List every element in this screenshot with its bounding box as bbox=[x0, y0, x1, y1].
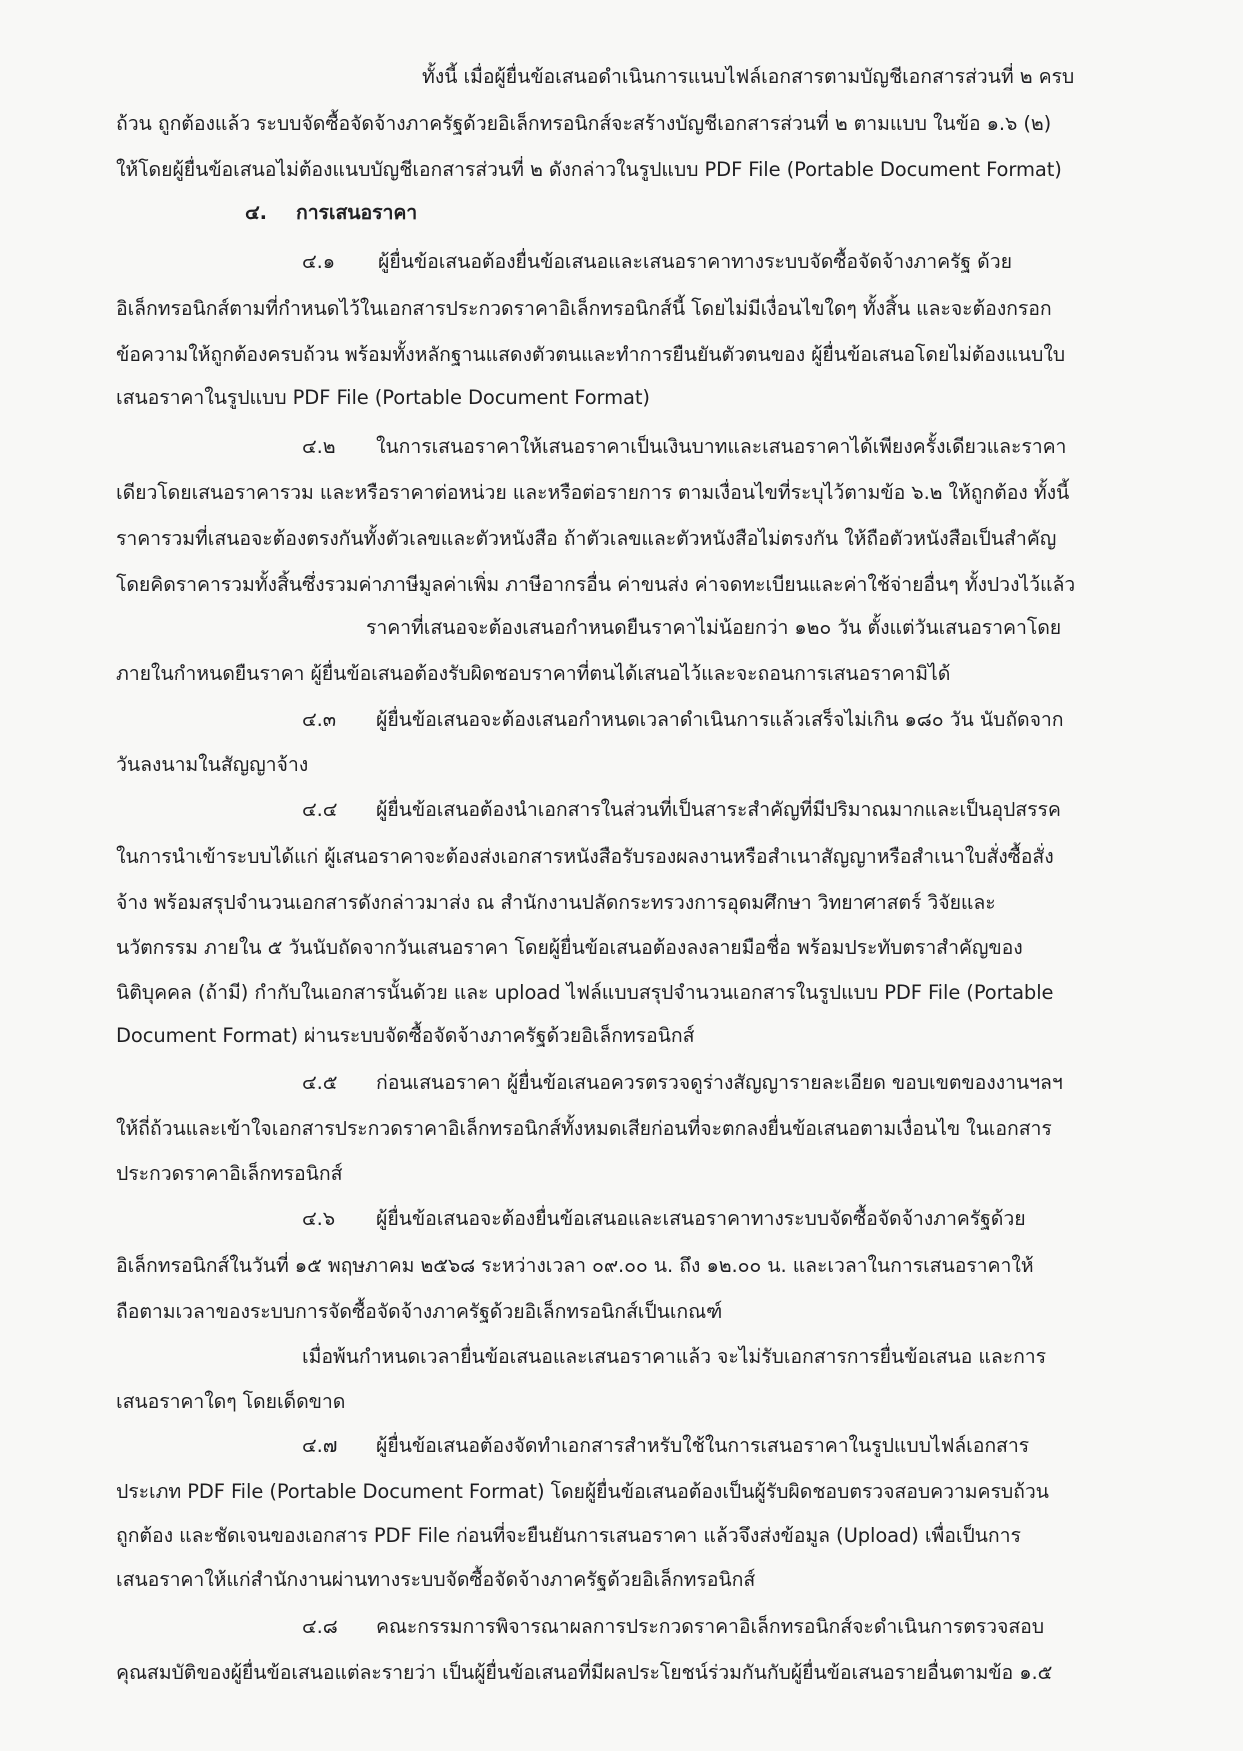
item-4-1-line-3: ข้อความให้ถูกต้องครบถ้วน พร้อมทั้งหลักฐานแสดงตัวตนและทำการยืนยันตัวตนของ ผู้ยื่นข้อเสนอโดยไม่ต้องแนบใบ bbox=[116, 343, 1066, 366]
item-4-5-line-3: ประกวดราคาอิเล็กทรอนิกส์ bbox=[116, 1162, 343, 1185]
item-4-4-number: ๔.๔ bbox=[302, 798, 338, 821]
item-4-8-line-2: คุณสมบัติของผู้ยื่นข้อเสนอแต่ละรายว่า เป็นผู้ยื่นข้อเสนอที่มีผลประโยชน์ร่วมกันกับผู้ยื่นข้อเสนอรายอื่นตามข้อ ๑.๕ bbox=[116, 1661, 1053, 1684]
item-4-6-line-2: อิเล็กทรอนิกส์ในวันที่ ๑๕ พฤษภาคม ๒๕๖๘ ระหว่างเวลา ๐๙.๐๐ น. ถึง ๑๒.๐๐ น. และเวลาในการเสนอราคาให้ bbox=[116, 1254, 1034, 1277]
item-4-6-number: ๔.๖ bbox=[302, 1207, 336, 1230]
item-4-5-line-1: ก่อนเสนอราคา ผู้ยื่นข้อเสนอควรตรวจดูร่างสัญญารายละเอียด ขอบเขตของงานฯลฯ bbox=[376, 1071, 1063, 1094]
item-4-4-line-3: จ้าง พร้อมสรุปจำนวนเอกสารดังกล่าวมาส่ง ณ สำนักงานปลัดกระทรวงการอุดมศึกษา วิทยาศาสตร์ วิจัยและ bbox=[116, 891, 996, 914]
item-4-3-line-2: วันลงนามในสัญญาจ้าง bbox=[116, 753, 309, 776]
item-4-1-line-2: อิเล็กทรอนิกส์ตามที่กำหนดไว้ในเอกสารประกวดราคาอิเล็กทรอนิกส์นี้ โดยไม่มีเงื่อนไขใดๆ ทั้งสิ้น และจะต้องกรอก bbox=[116, 297, 1052, 320]
item-4-2-line-2: เดียวโดยเสนอราคารวม และหรือราคาต่อหน่วย และหรือต่อรายการ ตามเงื่อนไขที่ระบุไว้ตามข้อ ๖.๒ ให้ถูกต้อง ทั้งนี้ bbox=[116, 481, 1070, 504]
item-4-2-line-3: ราคารวมที่เสนอจะต้องตรงกันทั้งตัวเลขและตัวหนังสือ ถ้าตัวเลขและตัวหนังสือไม่ตรงกัน ให้ถือตัวหนังสือเป็นสำคัญ bbox=[116, 527, 1057, 550]
item-4-7-line-3: ถูกต้อง และชัดเจนของเอกสาร PDF File ก่อนที่จะยืนยันการเสนอราคา แล้วจึงส่งข้อมูล (Upload) เพื่อเป็นการ bbox=[116, 1524, 1021, 1547]
item-4-5-line-2: ให้ถี่ถ้วนและเข้าใจเอกสารประกวดราคาอิเล็กทรอนิกส์ทั้งหมดเสียก่อนที่จะตกลงยื่นข้อเสนอตามเงื่อนไข ในเอกสาร bbox=[116, 1117, 1052, 1140]
item-4-2-validity-line-1: ราคาที่เสนอจะต้องเสนอกำหนดยืนราคาไม่น้อยกว่า ๑๒๐ วัน ตั้งแต่วันเสนอราคาโดย bbox=[366, 616, 1062, 639]
item-4-6-deadline-line-1: เมื่อพ้นกำหนดเวลายื่นข้อเสนอและเสนอราคาแล้ว จะไม่รับเอกสารการยื่นข้อเสนอ และการ bbox=[302, 1345, 1046, 1368]
item-4-7-line-4: เสนอราคาให้แก่สำนักงานผ่านทางระบบจัดซื้อจัดจ้างภาครัฐด้วยอิเล็กทรอนิกส์ bbox=[116, 1568, 756, 1591]
item-4-4-line-5: นิติบุคคล (ถ้ามี) กำกับในเอกสารนั้นด้วย และ upload ไฟล์แบบสรุปจำนวนเอกสารในรูปแบบ PDF File (Portable bbox=[116, 981, 1054, 1004]
item-4-1-line-1: ผู้ยื่นข้อเสนอต้องยื่นข้อเสนอและเสนอราคาทางระบบจัดซื้อจัดจ้างภาครัฐ ด้วย bbox=[378, 250, 1012, 273]
intro-line-3: ให้โดยผู้ยื่นข้อเสนอไม่ต้องแนบบัญชีเอกสารส่วนที่ ๒ ดังกล่าวในรูปแบบ PDF File (Portable Document Format) bbox=[116, 158, 1062, 181]
item-4-1-number: ๔.๑ bbox=[302, 250, 336, 273]
item-4-1-line-4: เสนอราคาในรูปแบบ PDF File (Portable Document Format) bbox=[116, 386, 650, 409]
item-4-2-line-1: ในการเสนอราคาให้เสนอราคาเป็นเงินบาทและเสนอราคาได้เพียงครั้งเดียวและราคา bbox=[376, 435, 1067, 458]
item-4-3-line-1: ผู้ยื่นข้อเสนอจะต้องเสนอกำหนดเวลาดำเนินการแล้วเสร็จไม่เกิน ๑๘๐ วัน นับถัดจาก bbox=[376, 708, 1064, 731]
item-4-4-line-2: ในการนำเข้าระบบได้แก่ ผู้เสนอราคาจะต้องส่งเอกสารหนังสือรับรองผลงานหรือสำเนาสัญญาหรือสำเนาใบสั่งซื้อสั่ง bbox=[116, 845, 1054, 868]
item-4-5-number: ๔.๕ bbox=[302, 1071, 338, 1094]
item-4-2-line-4: โดยคิดราคารวมทั้งสิ้นซึ่งรวมค่าภาษีมูลค่าเพิ่ม ภาษีอากรอื่น ค่าขนส่ง ค่าจดทะเบียนและค่าใช้จ่ายอื่นๆ ทั้งปวงไว้แล้ว bbox=[116, 573, 1076, 596]
item-4-7-line-2: ประเภท PDF File (Portable Document Format) โดยผู้ยื่นข้อเสนอต้องเป็นผู้รับผิดชอบตรวจสอบความครบถ้วน bbox=[116, 1480, 1049, 1503]
item-4-8-line-1: คณะกรรมการพิจารณาผลการประกวดราคาอิเล็กทรอนิกส์จะดำเนินการตรวจสอบ bbox=[376, 1615, 1045, 1638]
item-4-7-line-1: ผู้ยื่นข้อเสนอต้องจัดทำเอกสารสำหรับใช้ในการเสนอราคาในรูปแบบไฟล์เอกสาร bbox=[376, 1434, 1030, 1457]
item-4-2-number: ๔.๒ bbox=[302, 435, 336, 458]
item-4-2-validity-line-2: ภายในกำหนดยืนราคา ผู้ยื่นข้อเสนอต้องรับผิดชอบราคาที่ตนได้เสนอไว้และจะถอนการเสนอราคามิได้ bbox=[116, 662, 951, 685]
intro-line-1: ทั้งนี้ เมื่อผู้ยื่นข้อเสนอดำเนินการแนบไฟล์เอกสารตามบัญชีเอกสารส่วนที่ ๒ ครบ bbox=[422, 65, 1075, 88]
section-number: ๔. bbox=[245, 201, 267, 224]
item-4-3-number: ๔.๓ bbox=[302, 708, 336, 731]
item-4-4-line-1: ผู้ยื่นข้อเสนอต้องนำเอกสารในส่วนที่เป็นสาระสำคัญที่มีปริมาณมากและเป็นอุปสรรค bbox=[376, 798, 1061, 821]
item-4-6-deadline-line-2: เสนอราคาใดๆ โดยเด็ดขาด bbox=[116, 1390, 346, 1413]
item-4-8-number: ๔.๘ bbox=[302, 1615, 338, 1638]
item-4-7-number: ๔.๗ bbox=[302, 1434, 338, 1457]
item-4-6-line-1: ผู้ยื่นข้อเสนอจะต้องยื่นข้อเสนอและเสนอราคาทางระบบจัดซื้อจัดจ้างภาครัฐด้วย bbox=[376, 1207, 1026, 1230]
intro-line-2: ถ้วน ถูกต้องแล้ว ระบบจัดซื้อจัดจ้างภาครัฐด้วยอิเล็กทรอนิกส์จะสร้างบัญชีเอกสารส่วนที่ ๒ ตามแบบ ในข้อ ๑.๖ (๒) bbox=[116, 112, 1052, 135]
item-4-4-line-4: นวัตกรรม ภายใน ๕ วันนับถัดจากวันเสนอราคา โดยผู้ยื่นข้อเสนอต้องลงลายมือชื่อ พร้อมประทับตราสำคัญของ bbox=[116, 936, 1023, 959]
item-4-6-line-3: ถือตามเวลาของระบบการจัดซื้อจัดจ้างภาครัฐด้วยอิเล็กทรอนิกส์เป็นเกณฑ์ bbox=[116, 1300, 723, 1323]
item-4-4-line-6: Document Format) ผ่านระบบจัดซื้อจัดจ้างภาครัฐด้วยอิเล็กทรอนิกส์ bbox=[116, 1024, 695, 1047]
section-title: การเสนอราคา bbox=[296, 201, 418, 224]
